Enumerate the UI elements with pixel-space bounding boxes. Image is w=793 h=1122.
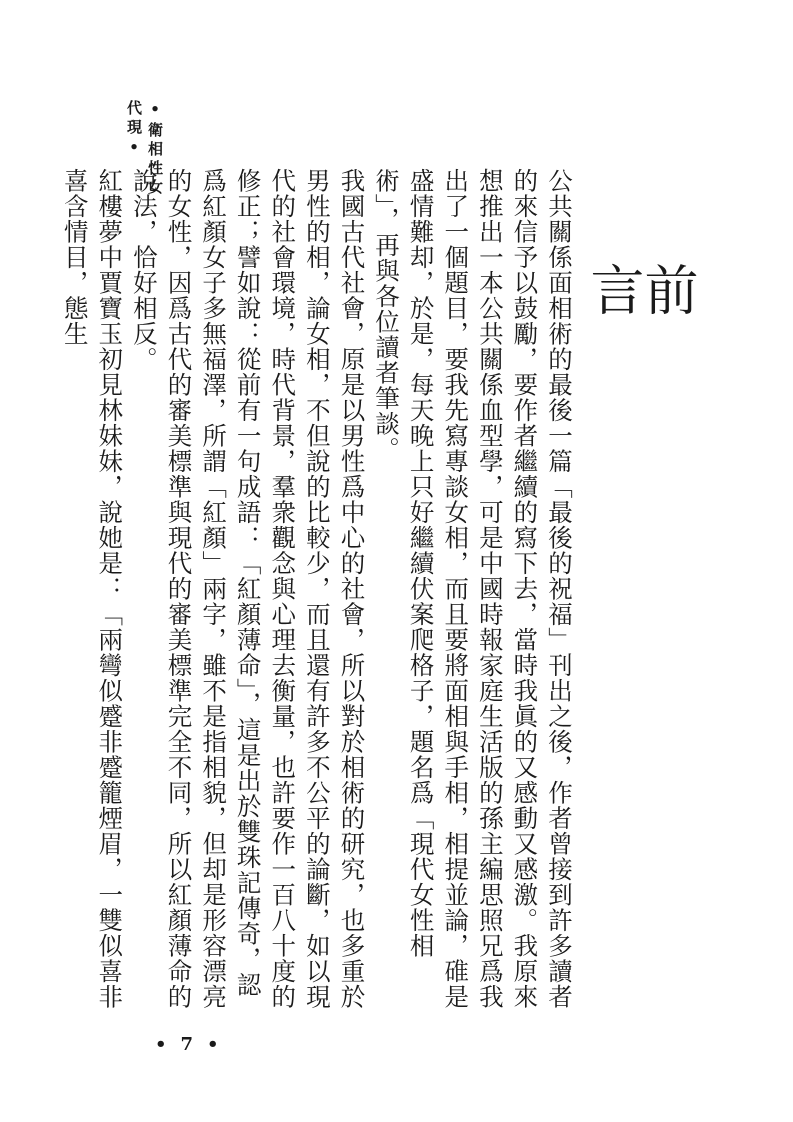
paragraph-1: 公共關係面相術的最後一篇「最後的祝福」刊出之後，作者曾接到許多讀者的來信予以鼓勵，要作者繼續的寫下去，當時我眞的又感動又感激。我原來想推出一本公共關係血型學，可是中國時報家庭生活版的孫主編思照兄爲我出了一個題目，要我先寫專談女相，而且要將面相與手相，相提並論，碓是盛情難却，於是，每天晚上只好繼續伏案爬格子，題名爲「現代女性相術」，再與各位讀者筆談。 bbox=[372, 168, 574, 1010]
body-text bbox=[60, 168, 576, 1018]
page-number: 7 bbox=[180, 1033, 194, 1055]
paragraph-3: 紅樓夢中賈寶玉初見林妹妹，說她是：「兩彎似蹙非蹙籠煙眉，一雙似喜非喜含情目，態生 bbox=[60, 168, 125, 1010]
page-number-footer bbox=[155, 1030, 235, 1058]
footer-dot-left: • bbox=[155, 1033, 167, 1055]
footer-dot-right: • bbox=[207, 1033, 219, 1055]
chapter-title: 前言 bbox=[582, 262, 699, 322]
paragraph-2: 我國古代社會，原是以男性爲中心的社會，所以對於相術的研究，也多重於男性的相，論女相，不但說的比較少，而且還有許多不公平的論斷，如以現代的社會環境，時代背景，羣衆觀念與心理去衡量，也許要作一百八十度的修正；譬如說：從前有一句成語：「紅顏薄命」，這是出於雙珠記傳奇，認爲紅顏女子多無福澤，所謂「紅顏」兩字，雖不是指相貌，但却是形容漂亮的女性，因爲古代的審美標準與現代的審美標準完全不同，所以紅顏薄命的說法，恰好相反。 bbox=[129, 168, 367, 1010]
running-header: •衛相性女代現• bbox=[125, 100, 164, 198]
